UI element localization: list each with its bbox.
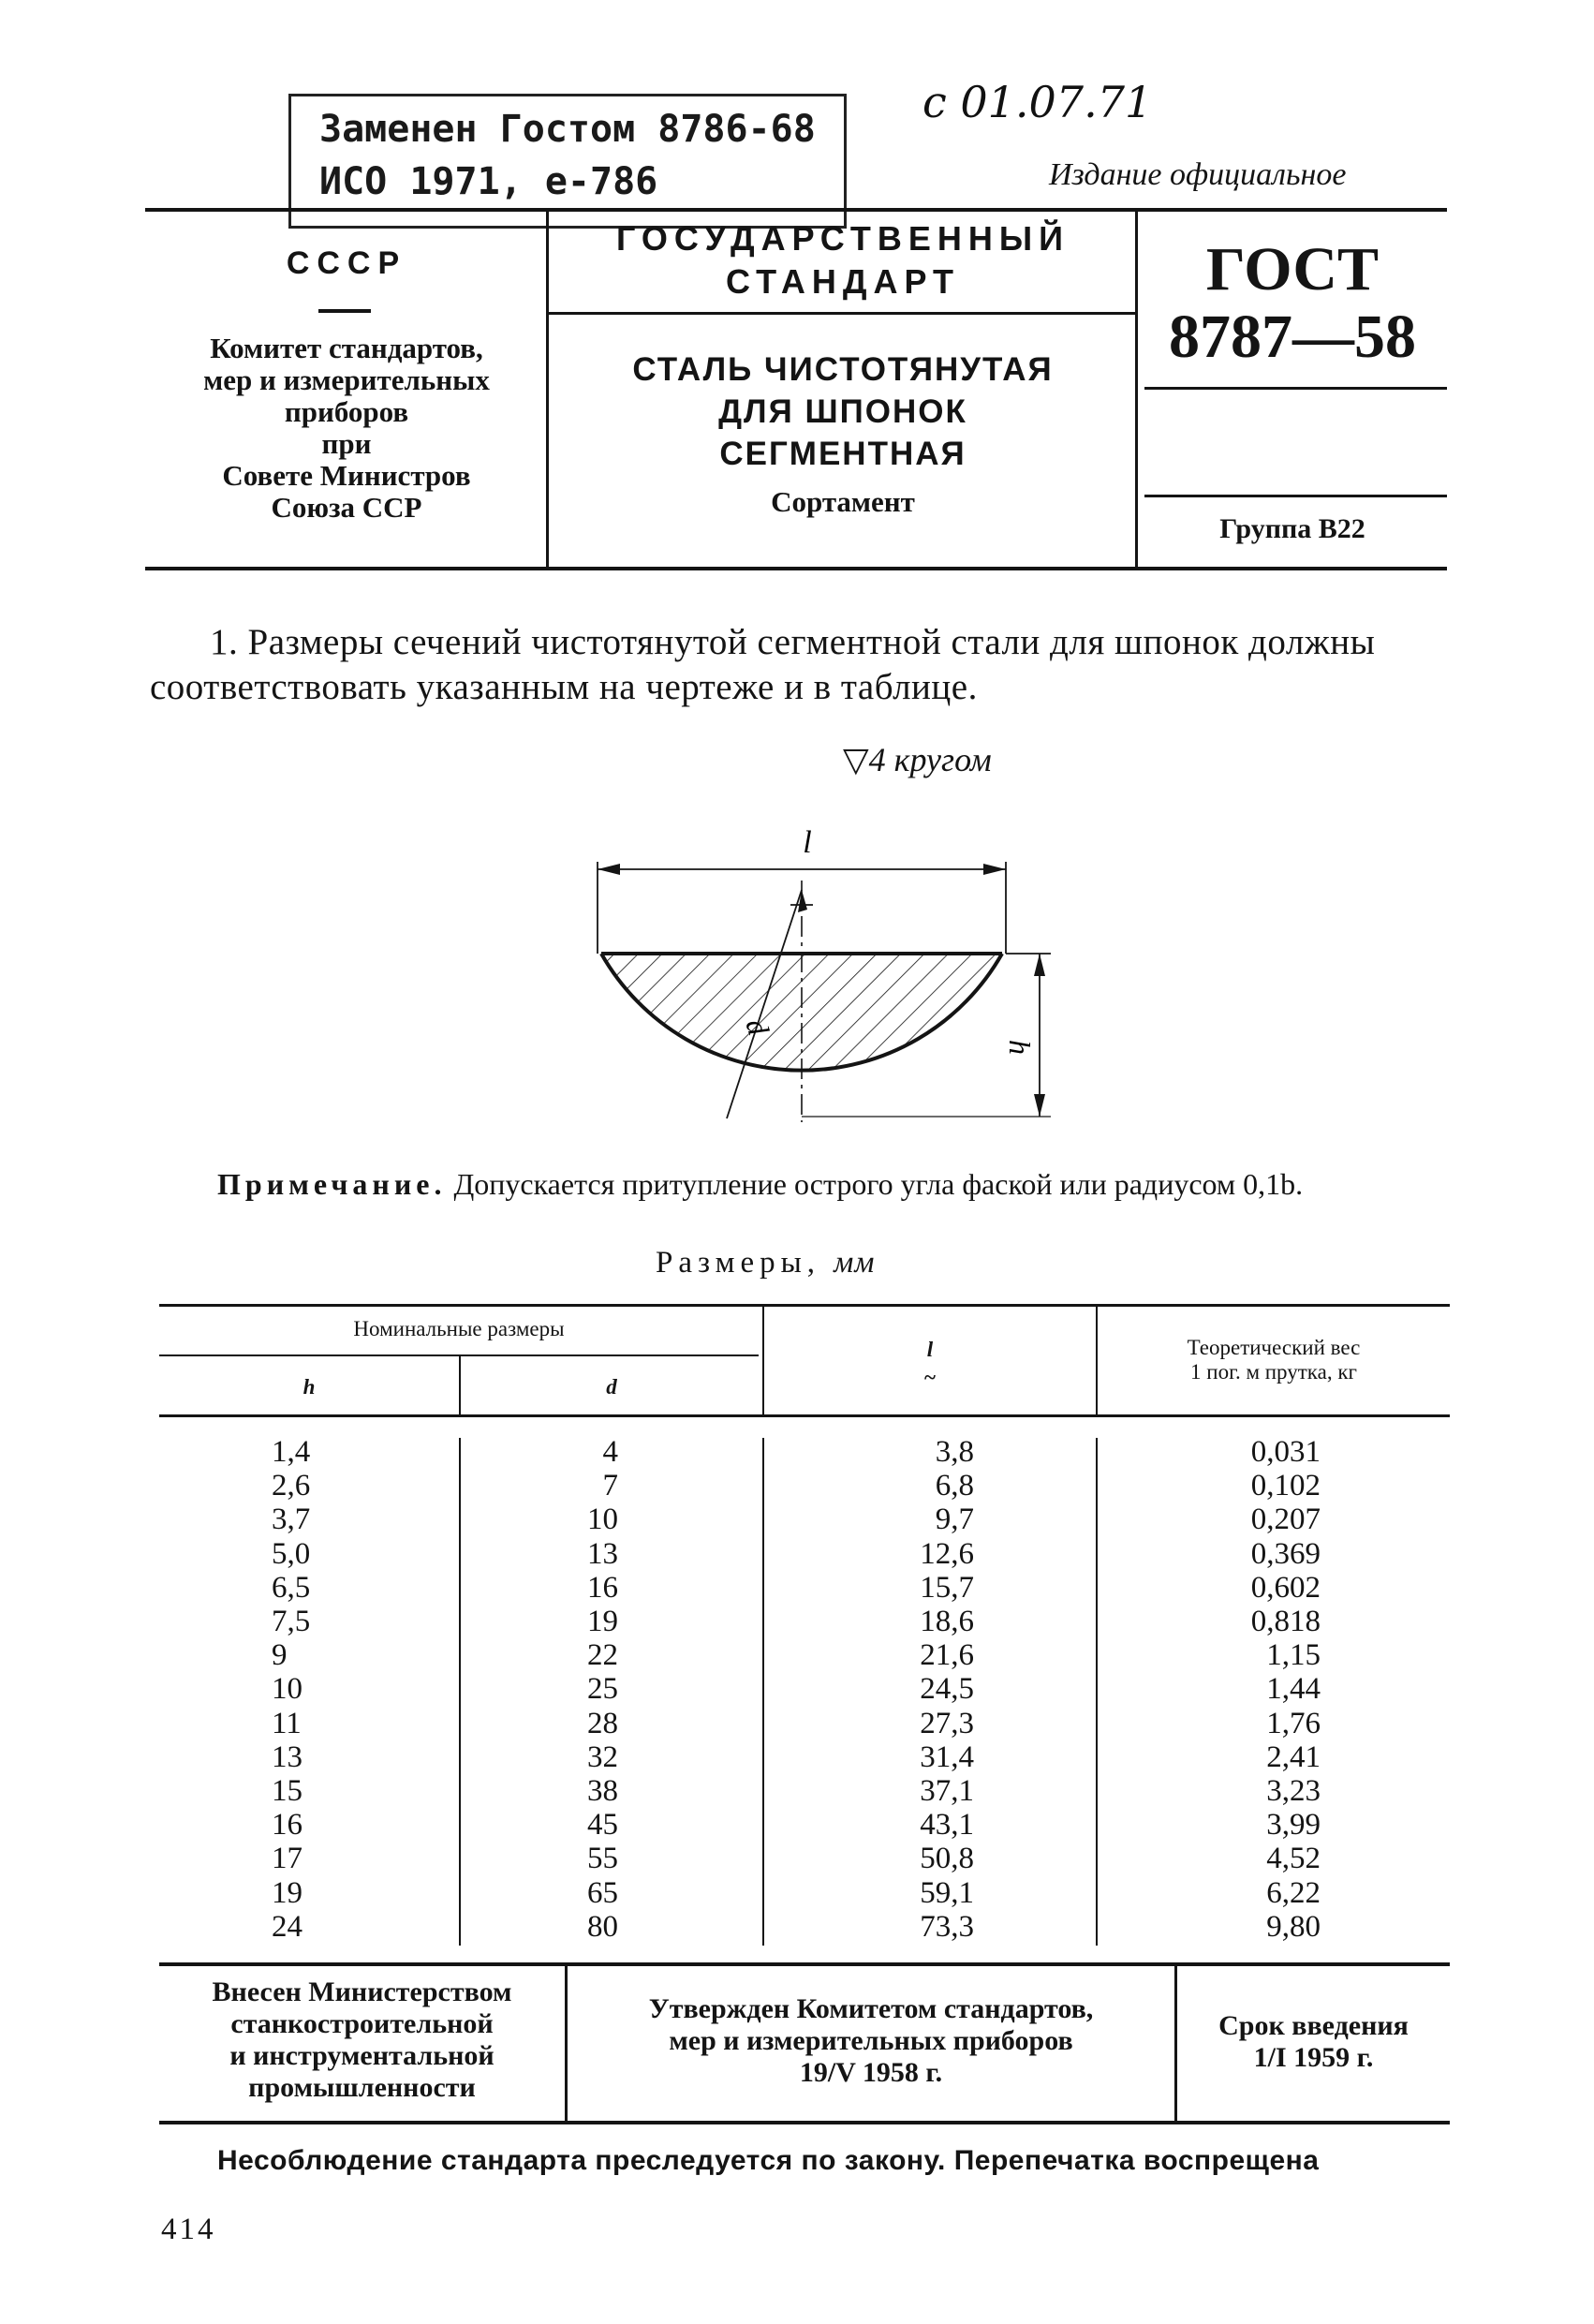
approved-by <box>568 1993 1174 2089</box>
table-caption-label: Размеры, <box>656 1246 821 1280</box>
table-body-divider-lw <box>1096 1438 1098 1946</box>
cell-weight: 0,602 <box>1250 1570 1321 1605</box>
cell-d: 80 <box>587 1909 618 1944</box>
cell-h: 9 <box>272 1638 288 1673</box>
cell-weight: 0,207 <box>1250 1502 1321 1537</box>
standard-type-line: ГОСУДАРСТВЕННЫЙ <box>615 219 1070 258</box>
paragraph-1 <box>150 620 1461 710</box>
header-divider-1 <box>546 208 549 569</box>
header-h: h <box>303 1375 316 1399</box>
effective-line: Срок введения <box>1218 2010 1409 2041</box>
standard-type-line: СТАНДАРТ <box>726 262 960 301</box>
header-l-approx: ~ <box>924 1366 936 1389</box>
cell-l: 24,5 <box>920 1672 974 1707</box>
l-label: l <box>803 825 812 860</box>
footer-bottom-rule <box>159 2121 1450 2124</box>
committee-line: Совете Министров <box>222 459 471 492</box>
cell-weight: 1,15 <box>1266 1638 1321 1673</box>
cell-l: 21,6 <box>920 1638 974 1673</box>
cell-h: 7,5 <box>272 1605 311 1639</box>
cell-l: 27,3 <box>920 1706 974 1740</box>
cell-l: 37,1 <box>920 1774 974 1809</box>
cell-h: 3,7 <box>272 1502 311 1537</box>
introduced-line: станкостроительной <box>230 2008 494 2039</box>
introduced-line: Внесен Министерством <box>212 1976 512 2007</box>
cell-l: 73,3 <box>920 1909 974 1944</box>
committee-line: Комитет стандартов, <box>210 332 483 364</box>
cell-weight: 3,99 <box>1266 1808 1321 1843</box>
effective-date <box>1177 2010 1450 2074</box>
footer-top-rule <box>159 1962 1450 1966</box>
cell-l: 31,4 <box>920 1739 974 1774</box>
d-label: d <box>739 1014 776 1040</box>
segment-key-drawing <box>562 815 1086 1133</box>
standard-type <box>553 217 1133 303</box>
gost-code-number: 8787—58 <box>1169 303 1416 371</box>
legal-warning: Несоблюдение стандарта преследуется по закону. Перепечатка воспрещена <box>217 2145 1320 2176</box>
cell-d: 32 <box>587 1739 618 1774</box>
table-top-rule <box>159 1304 1450 1307</box>
cell-h: 11 <box>272 1706 302 1740</box>
cell-l: 6,8 <box>935 1469 974 1503</box>
group-label: Группа В22 <box>1219 513 1365 544</box>
column-h-values <box>272 1435 343 1944</box>
cell-d: 4 <box>602 1435 618 1469</box>
cell-d: 13 <box>587 1536 618 1571</box>
cell-l: 15,7 <box>920 1570 974 1605</box>
cell-l: 18,6 <box>920 1605 974 1639</box>
handwritten-date: с 01.07.71 <box>922 77 1153 127</box>
h-arrow-bottom <box>1034 1094 1045 1117</box>
cell-weight: 0,369 <box>1250 1536 1321 1571</box>
gost-rule-2 <box>1144 495 1447 497</box>
cell-d: 16 <box>587 1570 618 1605</box>
column-weight-values <box>1208 1435 1321 1944</box>
cell-h: 13 <box>272 1739 303 1774</box>
header-top-rule <box>145 208 1447 212</box>
note-prefix: Примечание. <box>217 1167 447 1201</box>
introduced-line: и инструментальной <box>229 2040 494 2071</box>
title-line: СТАЛЬ ЧИСТОТЯНУТАЯ <box>632 351 1054 388</box>
cell-l: 50,8 <box>920 1842 974 1876</box>
cell-h: 6,5 <box>272 1570 311 1605</box>
cell-h: 15 <box>272 1774 303 1809</box>
table-body-divider-hd <box>459 1438 461 1946</box>
cell-h: 16 <box>272 1808 303 1843</box>
cell-weight: 0,031 <box>1250 1435 1321 1469</box>
cell-h: 24 <box>272 1909 303 1944</box>
l-arrow-left <box>598 864 620 875</box>
committee-line: Союза ССР <box>271 491 422 524</box>
cell-d: 45 <box>587 1808 618 1843</box>
cell-weight: 9,80 <box>1266 1909 1321 1944</box>
cell-l: 12,6 <box>920 1536 974 1571</box>
l-arrow-right <box>983 864 1006 875</box>
header-nominal-sizes: Номинальные размеры <box>353 1317 565 1340</box>
note-text: Допускается притупление острого угла фаской или радиусом 0,1b. <box>446 1167 1304 1201</box>
paragraph-text: 1. Размеры сечений чистотянутой сегментной стали для шпонок должны соответствовать указанным на чертеже и в таблице. <box>150 622 1376 707</box>
cell-l: 3,8 <box>935 1435 974 1469</box>
cell-d: 25 <box>587 1672 618 1707</box>
column-l-values <box>880 1435 974 1944</box>
gost-rule-1 <box>1144 387 1447 390</box>
title-line: ДЛЯ ШПОНОК <box>718 393 967 430</box>
header-weight-line: Теоретический вес <box>1187 1336 1361 1359</box>
cell-h: 2,6 <box>272 1469 311 1503</box>
effective-line: 1/I 1959 г. <box>1253 2042 1374 2073</box>
cell-d: 10 <box>587 1502 618 1537</box>
cell-d: 38 <box>587 1774 618 1809</box>
header-bottom-rule <box>145 567 1447 570</box>
cell-d: 55 <box>587 1842 618 1876</box>
cell-l: 9,7 <box>935 1502 974 1537</box>
approved-line: мер и измерительных приборов <box>669 2025 1073 2056</box>
page-number: 414 <box>161 2213 216 2246</box>
cell-l: 59,1 <box>920 1875 974 1910</box>
cell-d: 7 <box>602 1469 618 1503</box>
cell-d: 22 <box>587 1638 618 1673</box>
cell-weight: 6,22 <box>1266 1875 1321 1910</box>
committee-line: мер и измерительных <box>203 363 490 396</box>
table-caption-unit: мм <box>834 1246 876 1280</box>
approved-line: 19/V 1958 г. <box>799 2057 943 2088</box>
country-label: СССР <box>286 245 407 281</box>
cell-weight: 0,102 <box>1250 1469 1321 1503</box>
introduced-by <box>159 1976 565 2104</box>
cell-h: 19 <box>272 1875 303 1910</box>
stamp-line-2: ИСО 1971, е-786 <box>319 160 658 203</box>
edition-label: Издание официальное <box>1049 157 1347 192</box>
table-caption <box>656 1246 875 1280</box>
cell-d: 19 <box>587 1605 618 1639</box>
gost-code <box>1138 236 1447 371</box>
committee-block <box>150 333 543 524</box>
cell-weight: 2,41 <box>1266 1739 1321 1774</box>
document-title <box>553 348 1133 475</box>
h-label: h <box>1003 1040 1037 1055</box>
document-subtitle: Сортамент <box>771 485 915 518</box>
cell-h: 1,4 <box>272 1435 311 1469</box>
committee-line: приборов <box>284 395 409 428</box>
committee-line: при <box>321 427 372 460</box>
country-dash <box>318 309 371 313</box>
cell-l: 43,1 <box>920 1808 974 1843</box>
column-d-values <box>562 1435 618 1944</box>
d-arrow-top <box>798 890 807 912</box>
cell-weight: 4,52 <box>1266 1842 1321 1876</box>
approved-line: Утвержден Комитетом стандартов, <box>648 1993 1094 2024</box>
header-weight <box>1098 1336 1450 1384</box>
note <box>217 1166 1450 1202</box>
cell-d: 28 <box>587 1706 618 1740</box>
cell-d: 65 <box>587 1875 618 1910</box>
title-line: СЕГМЕНТНАЯ <box>719 436 967 472</box>
stamp-line-1: Заменен Гостом 8786-68 <box>319 108 816 151</box>
h-arrow-top <box>1034 954 1045 976</box>
cell-weight: 1,76 <box>1266 1706 1321 1740</box>
surface-finish-mark: ▽4 кругом <box>843 741 992 778</box>
table-body-divider-dl <box>762 1438 764 1946</box>
cell-h: 17 <box>272 1842 303 1876</box>
cell-weight: 0,818 <box>1250 1605 1321 1639</box>
table-header-rule <box>159 1414 1450 1417</box>
header-inner-rule <box>549 312 1135 315</box>
cell-h: 5,0 <box>272 1536 311 1571</box>
gost-code-label: ГОСТ <box>1205 235 1380 303</box>
introduced-line: промышленности <box>248 2072 476 2103</box>
header-d: d <box>606 1375 617 1399</box>
cell-weight: 1,44 <box>1266 1672 1321 1707</box>
header-l: l <box>926 1338 934 1361</box>
cell-weight: 3,23 <box>1266 1774 1321 1809</box>
header-weight-line: 1 пог. м прутка, кг <box>1190 1360 1357 1384</box>
cell-h: 10 <box>272 1672 303 1707</box>
